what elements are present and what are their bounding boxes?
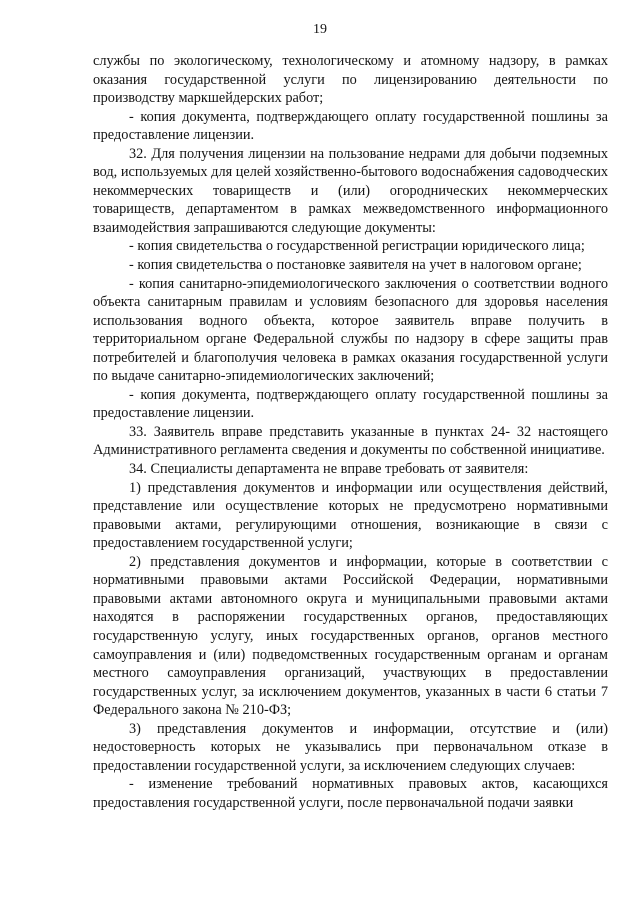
list-item: - копия свидетельства о постановке заявителя на учет в налоговом органе; (129, 257, 582, 274)
paragraph: службы по экологическому, технологическому и атомному надзору, в рамках оказания государственной услуги по лицензированию деятельности по производству маркшейдерских работ; (93, 53, 608, 107)
paragraph: 34. Специалисты департамента не вправе требовать от заявителя: (129, 461, 529, 478)
page-number: 19 (313, 22, 327, 37)
paragraph: 32. Для получения лицензии на пользование недрами для добычи подземных вод, используемых для целей хозяйственно-бытового водоснабжения садоводческих некоммерческих товариществ и (или) огороднических некоммерческих товариществ, департаментом в рамках межведомственного информационного взаимодействия запрашиваются следующие документы: (93, 145, 608, 236)
list-item: - копия документа, подтверждающего оплату государственной пошлины за предоставление лицензии. (93, 108, 608, 144)
list-item: 1) представления документов и информации или осуществления действий, представление или осуществление которых не предусмотрено нормативными правовыми актами, регулирующими отношения, возникающие в связи с предоставлением государственной услуги; (93, 479, 608, 552)
list-item: - копия санитарно-эпидемиологического заключения о соответствии водного объекта санитарным правилам и условиям безопасного для здоровья населения использования водного объекта, которое заявитель вправе получить в территориальном органе Федеральной службы по надзору в сфере защиты прав потребителей и благополучия человека в рамках оказания государственной услуги по выдаче санитарно-эпидемиологических заключений; (93, 275, 608, 385)
list-item: 3) представления документов и информации, отсутствие и (или) недостоверность которых не указывались при первоначальном отказе в предоставлении государственной услуги, за исключением следующих случаев: (93, 720, 608, 774)
list-item: - изменение требований нормативных правовых актов, касающихся предоставления государственной услуги, после первоначальной подачи заявки (93, 776, 608, 811)
list-item: - копия документа, подтверждающего оплату государственной пошлины за предоставление лицензии. (93, 386, 608, 422)
document-body (93, 52, 608, 812)
list-item: 2) представления документов и информации, которые в соответствии с нормативными правовыми актами Российской Федерации, нормативными правовыми актами автономного округа и муниципальными правовыми актами находятся в распоряжении государственных органов, предоставляющих государственную услугу, иных государственных органов, органов местного самоуправления и (или) подведомственных государственным органам и органам местного самоуправления организаций, участвующих в предоставлении государственных услуг, за исключением документов, указанных в части 6 статьи 7 Федерального закона № 210-ФЗ; (93, 553, 608, 719)
list-item: - копия свидетельства о государственной регистрации юридического лица; (129, 238, 585, 255)
paragraph: 33. Заявитель вправе представить указанные в пунктах 24- 32 настоящего Административного регламента сведения и документы по собственной инициативе. (93, 423, 608, 459)
